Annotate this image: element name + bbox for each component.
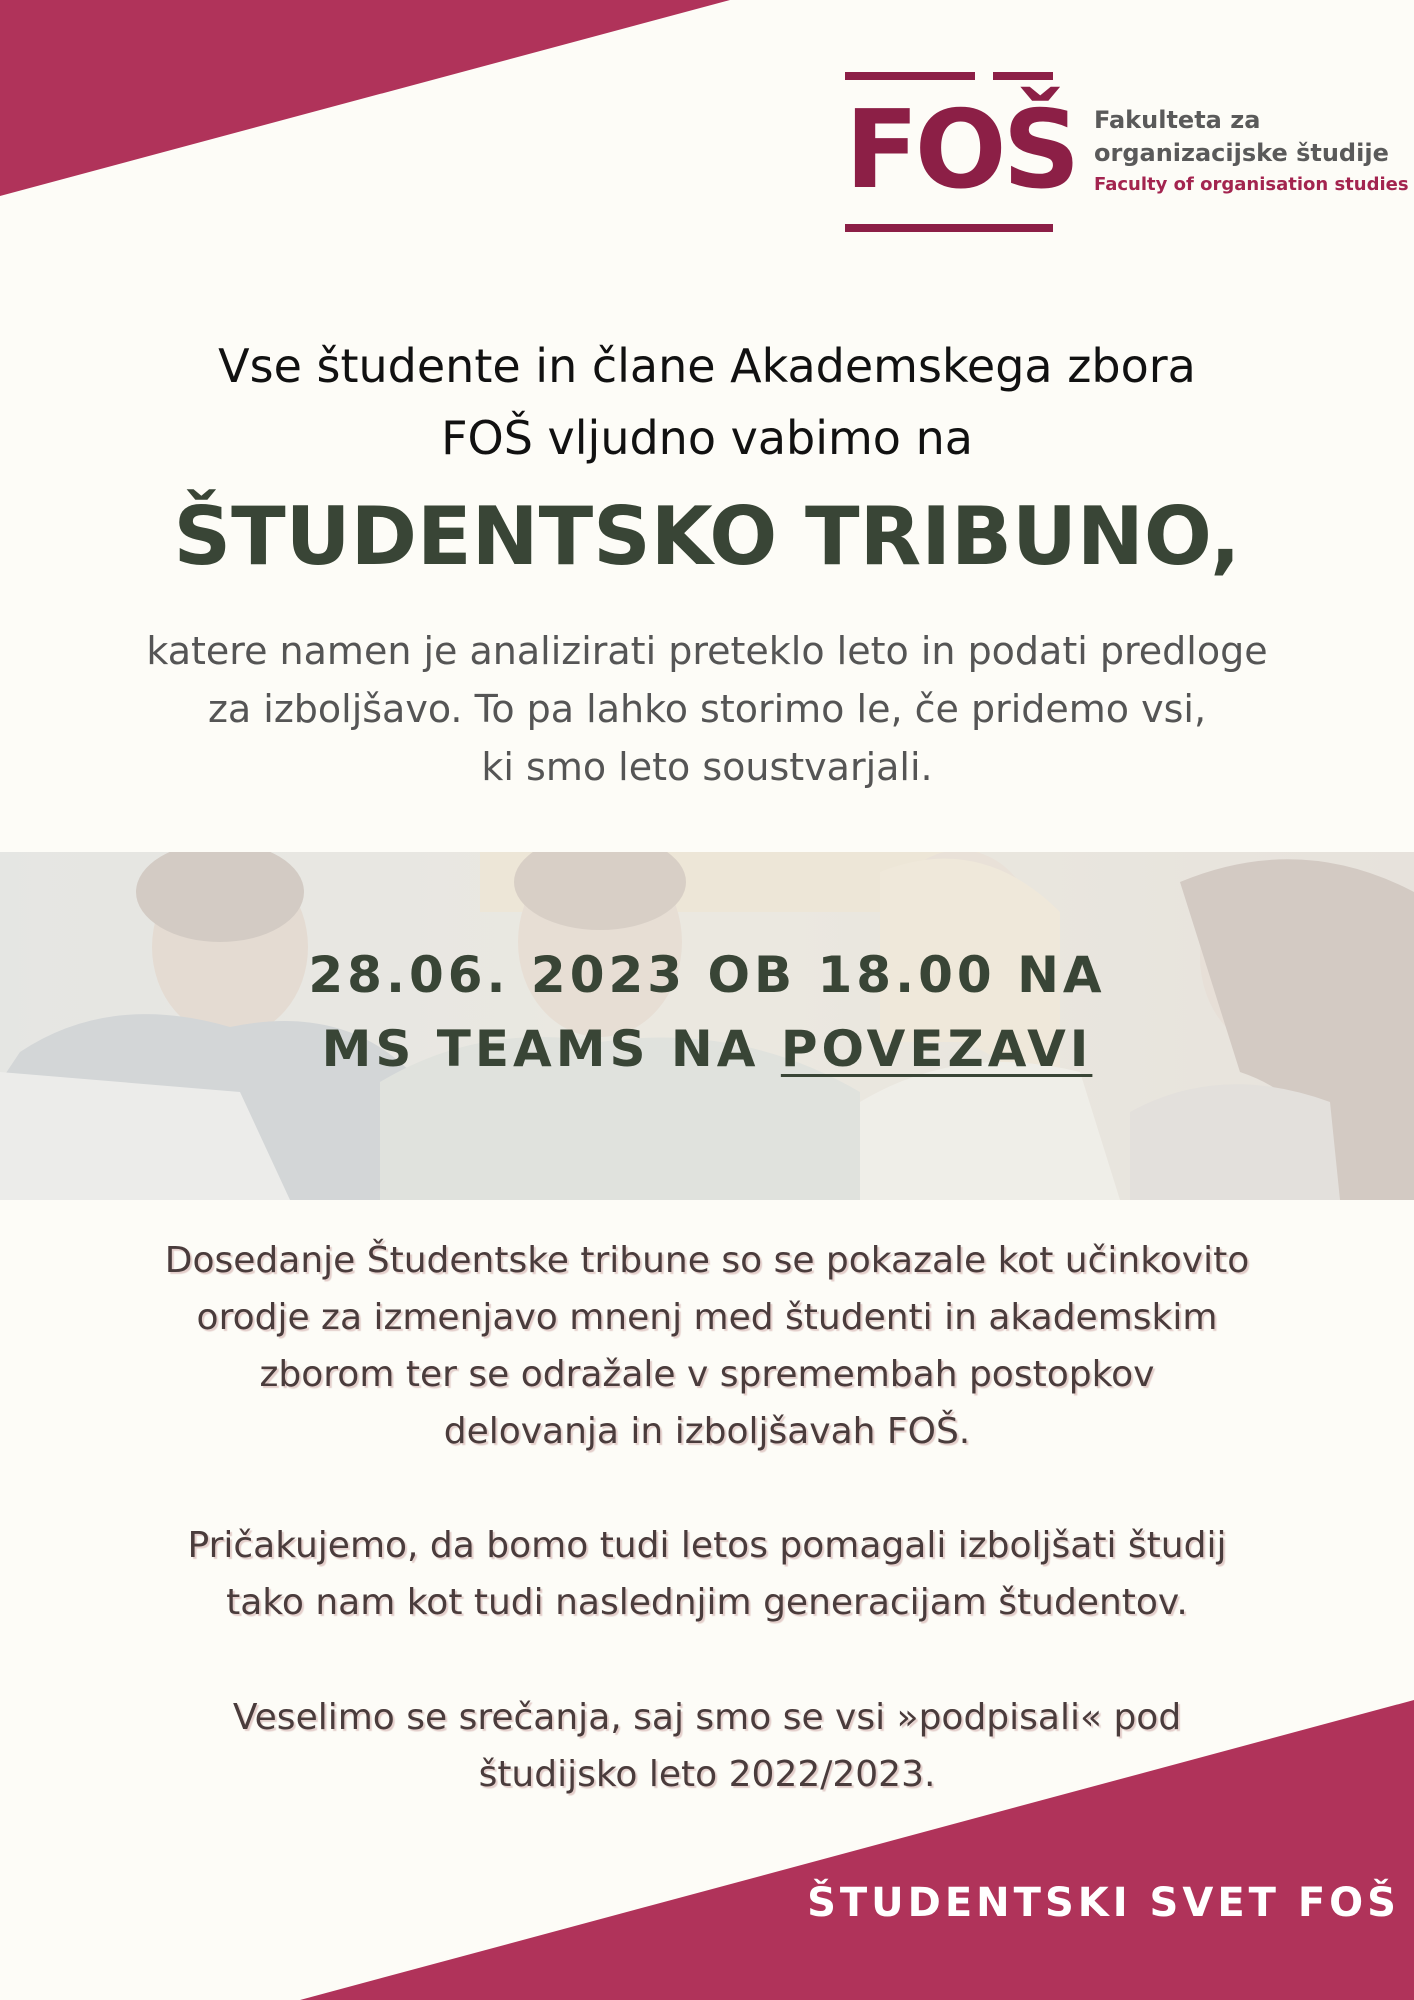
faculty-name-line2: organizacijske študije	[1094, 139, 1389, 167]
meeting-link[interactable]: POVEZAVI	[780, 1020, 1093, 1078]
purpose-line-2: za izboljšavo. To pa lahko storimo le, če pridemo vsi,	[207, 687, 1207, 731]
invitation-intro	[0, 330, 1414, 474]
event-purpose	[60, 622, 1354, 796]
fos-logo	[845, 72, 1077, 234]
purpose-line-1: katere namen je analizirati preteklo leto in podati predloge	[146, 629, 1268, 673]
faculty-name-line1: Fakulteta za	[1094, 106, 1261, 134]
p1-line-3: zborom ter se odražale v spremembah postopkov	[259, 1354, 1155, 1395]
faculty-name-english: Faculty of organisation studies	[1094, 174, 1409, 195]
event-date: 28.06. 2023 OB 18.00 NA	[308, 946, 1106, 1004]
faculty-name	[1094, 104, 1409, 200]
event-platform	[0, 1012, 1414, 1086]
p2-line-2: tako nam kot tudi naslednjim generacijam študentov.	[226, 1582, 1188, 1623]
intro-line-2: FOŠ vljudno vabimo na	[441, 411, 973, 465]
paragraph-previous-tribunes	[80, 1232, 1334, 1460]
event-headline: ŠTUDENTSKO TRIBUNO,	[173, 490, 1241, 583]
logo-top-bar-left	[845, 72, 975, 80]
p1-line-4: delovanja in izboljšavah FOŠ.	[443, 1411, 971, 1452]
top-left-accent-triangle	[0, 0, 730, 196]
logo-bottom-bar	[845, 224, 1053, 232]
paragraph-expectations	[80, 1517, 1334, 1631]
platform-prefix: MS TEAMS NA	[321, 1020, 781, 1078]
event-date-and-platform	[0, 938, 1414, 1086]
p2-line-1: Pričakujemo, da bomo tudi letos pomagali izboljšati študij	[187, 1525, 1227, 1566]
student-council-signature: ŠTUDENTSKI SVET FOŠ	[807, 1880, 1400, 1926]
logo-top-bar-right	[993, 72, 1053, 80]
paragraph-closing	[80, 1689, 1334, 1803]
p1-line-1: Dosedanje Študentske tribune so se pokazale kot učinkovito	[164, 1240, 1250, 1281]
p1-line-2: orodje za izmenjavo mnenj med študenti in akademskim	[196, 1297, 1218, 1338]
purpose-line-3: ki smo leto soustvarjali.	[481, 745, 933, 789]
p3-line-1: Veselimo se srečanja, saj smo se vsi »podpisali« pod	[232, 1697, 1182, 1738]
p3-line-2: študijsko leto 2022/2023.	[478, 1754, 936, 1795]
logo-letters: FOŠ	[845, 88, 1077, 213]
intro-line-1: Vse študente in člane Akademskega zbora	[218, 339, 1196, 393]
